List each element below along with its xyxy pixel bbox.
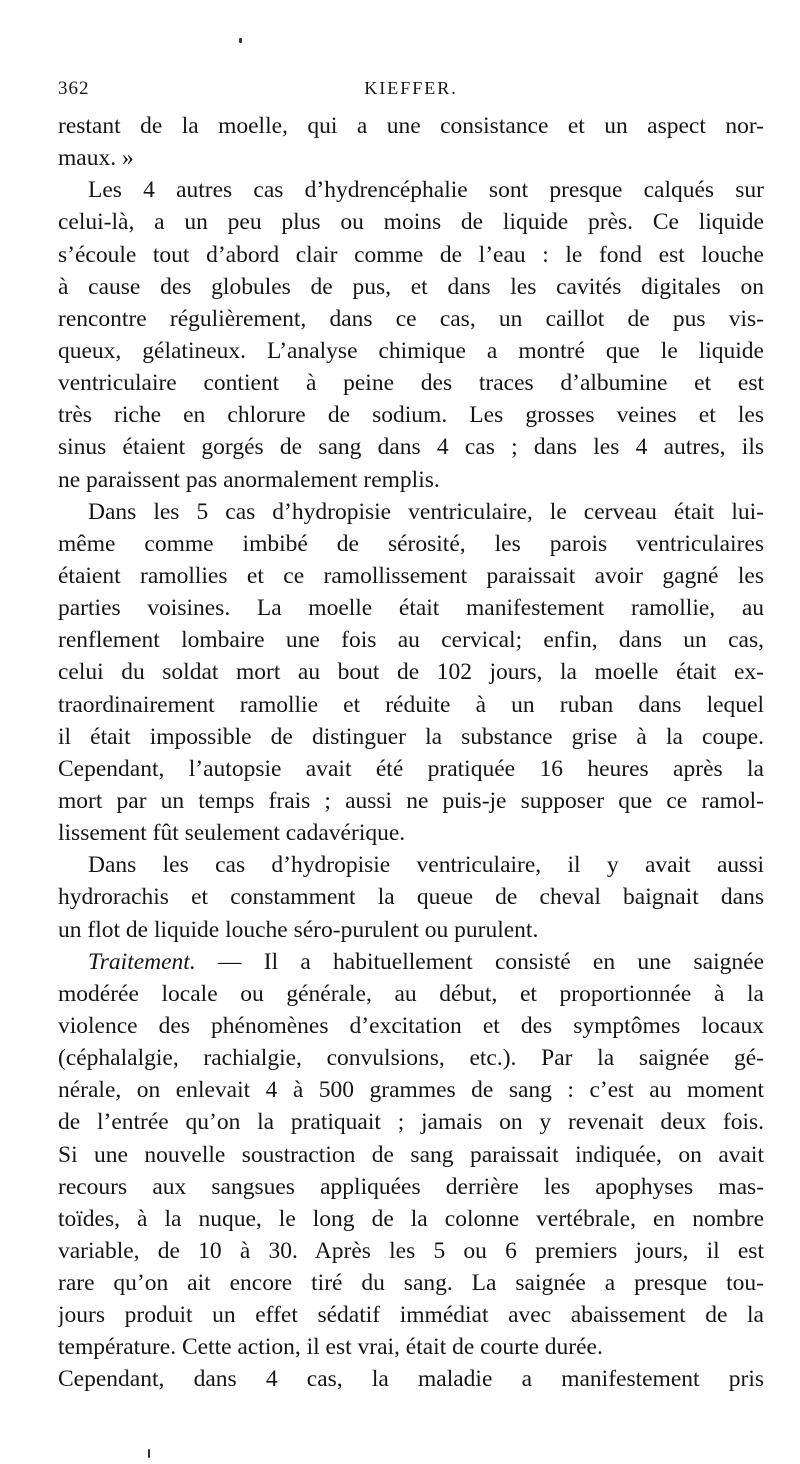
- text-line: modérée locale ou générale, au début, et proportionnée à la: [58, 980, 764, 1007]
- traitement-text: — Il a habituellement consisté en une saignée: [217, 948, 764, 975]
- text-line: il était impossible de distinguer la substance grise à la coupe.: [58, 723, 764, 750]
- text-line: renflement lombaire une fois au cervical; enfin, dans un cas,: [58, 627, 764, 654]
- page-header: [58, 78, 764, 102]
- text-line: parties voisines. La moelle était manifestement ramollie, au: [58, 595, 764, 622]
- text-line: Dans les cas d’hydropisie ventriculaire, il y avait aussi: [88, 852, 764, 879]
- text-line: s’écoule tout d’abord clair comme de l’eau : le fond est louche: [58, 241, 764, 268]
- text-line: à cause des globules de pus, et dans les cavités digitales on: [58, 273, 764, 300]
- text-line: Les 4 autres cas d’hydrencéphalie sont presque calqués sur: [88, 177, 764, 204]
- text-line-traitement: [58, 946, 764, 978]
- text-line: traordinairement ramollie et réduite à un ruban dans lequel: [58, 691, 764, 718]
- text-line: jours produit un effet sédatif immédiat avec abaissement de la: [58, 1302, 764, 1329]
- body-text: [58, 110, 764, 1396]
- text-line: même comme imbibé de sérosité, les parois ventriculaires: [58, 530, 764, 557]
- text-line: étaient ramollies et ce ramollissement paraissait avoir gagné les: [58, 562, 764, 589]
- text-line: de l’entrée qu’on la pratiquait ; jamais on y revenait deux fois.: [58, 1109, 764, 1136]
- text-line: Cependant, l’autopsie avait été pratiquée 16 heures après la: [58, 755, 764, 782]
- text-line: Dans les 5 cas d’hydropisie ventriculaire, le cerveau était lui-: [88, 498, 764, 525]
- text-line: hydrorachis et constamment la queue de cheval baignait dans: [58, 884, 764, 911]
- text-line: très riche en chlorure de sodium. Les grosses veines et les: [58, 402, 764, 429]
- text-line: maux. »: [58, 145, 134, 172]
- text-line: ventriculaire contient à peine des traces d’albumine et est: [58, 370, 764, 397]
- text-line: un flot de liquide louche séro-purulent ou purulent.: [58, 916, 539, 943]
- text-line: toïdes, à la nuque, le long de la colonne vertébrale, en nombre: [58, 1205, 764, 1232]
- text-line: température. Cette action, il est vrai, était de courte durée.: [58, 1334, 603, 1361]
- text-line: ne paraissent pas anormalement remplis.: [58, 466, 440, 493]
- traitement-label: Traitement.: [88, 948, 196, 975]
- text-line: Si une nouvelle soustraction de sang paraissait indiquée, on avait: [58, 1141, 764, 1168]
- scan-speck: [239, 38, 242, 43]
- text-line: (céphalalgie, rachialgie, convulsions, etc.). Par la saignée gé-: [58, 1045, 764, 1072]
- text-line: nérale, on enlevait 4 à 500 grammes de sang : c’est au moment: [58, 1077, 764, 1104]
- running-head: KIEFFER.: [364, 78, 458, 98]
- text-line: celui-là, a un peu plus ou moins de liquide près. Ce liquide: [58, 209, 764, 236]
- scan-speck: [148, 1449, 150, 1458]
- text-line: violence des phénomènes d’excitation et des symptômes locaux: [58, 1012, 764, 1039]
- text-line: lissement fût seulement cadavérique.: [58, 820, 406, 847]
- text-line: mort par un temps frais ; aussi ne puis-je supposer que ce ramol-: [58, 787, 764, 814]
- text-line: celui du soldat mort au bout de 102 jours, la moelle était ex-: [58, 659, 764, 686]
- text-line: rencontre régulièrement, dans ce cas, un caillot de pus vis-: [58, 305, 764, 332]
- page-number: 362: [58, 78, 90, 99]
- text-line: recours aux sangsues appliquées derrière les apophyses mas-: [58, 1173, 764, 1200]
- text-line: queux, gélatineux. L’analyse chimique a montré que le liquide: [58, 337, 764, 364]
- text-line: Cependant, dans 4 cas, la maladie a manifestement pris: [58, 1366, 764, 1393]
- text-line: rare qu’on ait encore tiré du sang. La saignée a presque tou-: [58, 1270, 764, 1297]
- text-line: variable, de 10 à 30. Après les 5 ou 6 premiers jours, il est: [58, 1237, 764, 1264]
- text-line: restant de la moelle, qui a une consistance et un aspect nor-: [58, 113, 764, 139]
- text-line: sinus étaient gorgés de sang dans 4 cas ; dans les 4 autres, ils: [58, 434, 764, 461]
